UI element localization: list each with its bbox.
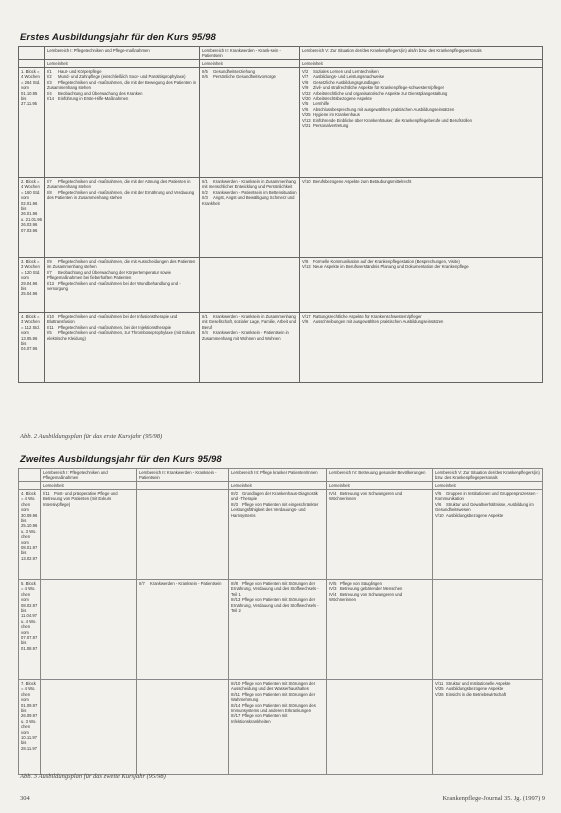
unit-text: Soziales Lernen und Lerntechniken xyxy=(313,69,379,74)
unit-text: Pflegetechniken und -maßnahmen, die mit Ausscheidungen des Patienten im Zusammenhang stehen xyxy=(47,259,196,270)
unit-text: Krankwerden - Kranksein - Patientsein in Zusammenhang mit Wohnen und Wohnen xyxy=(202,330,289,341)
unit-entry xyxy=(302,264,540,269)
figure-caption-3: Abb. 3 Ausbildungsplan für das zweite Kursjahr (95/98) xyxy=(20,773,166,780)
period-line: 26.09.97 xyxy=(21,713,38,719)
unit-text: Pflegetechniken und -maßnahmen bei der Infusionstherapie und Bluttransfusion xyxy=(47,314,178,325)
period-line: 3 Wochen xyxy=(21,264,40,270)
column-subheader: Lerneinheit xyxy=(327,482,433,490)
unit-text: Pflegetechniken und -maßnahmen bei der Wundbehandlung und -versorgung xyxy=(47,280,181,292)
period-line: 13.05.96 xyxy=(21,335,38,341)
period-line: bis xyxy=(21,341,27,347)
unit-code: I/11 xyxy=(47,324,54,330)
unit-entry xyxy=(231,681,324,692)
learning-units-cell xyxy=(45,178,200,258)
unit-entry xyxy=(435,513,540,518)
unit-code: I/1 xyxy=(47,69,52,74)
unit-code: I/5 xyxy=(47,330,52,336)
block-row xyxy=(19,313,543,383)
unit-text: Pflege von Säuglingen xyxy=(340,581,382,586)
period-line: = 160 Std. xyxy=(21,189,41,195)
unit-code: I/13 xyxy=(47,280,54,286)
period-line: 4 Wochen xyxy=(21,184,40,190)
period-line: vom xyxy=(21,507,29,513)
unit-text: Gruppen in Institutionen und Gruppenprozessen - Kommunikation xyxy=(435,491,538,502)
unit-code: I/10 xyxy=(47,314,54,319)
period-line: 07.03.96 xyxy=(21,227,38,233)
learning-units-cell xyxy=(41,580,137,680)
period-line: = 264 Std. xyxy=(21,79,41,85)
unit-text: Arbeitsrechtsbezogene Aspekte xyxy=(313,96,372,102)
period-line: 3 Wochen xyxy=(21,319,40,325)
block-period xyxy=(19,313,45,383)
unit-text: Pflege von Patienten mit Störungen der Ernährung, Verdauung und des Stoffwechsels - Teil 2 xyxy=(231,597,319,614)
unit-code: V/22 xyxy=(302,90,311,96)
unit-text: Personalvertretung xyxy=(313,123,349,129)
period-line: 26.03.96 xyxy=(21,222,38,228)
column-header: Lernbereich V: Zur Situation der/des Krankenpflegers(in) bzw. des Krankenpflegepersonals xyxy=(433,469,543,482)
learning-units-cell xyxy=(229,580,327,680)
block-period xyxy=(19,258,45,313)
column-header: Lernbereich II: Krankwerden - Kranksein - Patientsein xyxy=(137,469,229,482)
unit-text: Lernhilfe xyxy=(313,101,330,107)
period-line: 10.11.97 xyxy=(21,735,37,741)
unit-text: Pflege von Patienten mit Infektionskrankheiten xyxy=(231,713,288,724)
period-line: 02.01.96 xyxy=(21,200,38,206)
column-subheader: Lerneinheit xyxy=(200,60,300,68)
period-line: vom xyxy=(21,275,29,281)
unit-code: V/5 xyxy=(435,491,442,496)
unit-text: Pflegetechniken und -maßnahmen, die mit der Ernährung und Verdauung des Patienten in Zusammenhang stehen xyxy=(47,189,195,201)
unit-entry xyxy=(202,74,297,79)
column-header: Lernbereich I: Pflegetechniken und Pflegemaßnahmen xyxy=(41,469,137,482)
period-line: 5. Block xyxy=(21,581,36,586)
period-line: vom xyxy=(21,629,29,635)
period-line: bis xyxy=(21,608,27,614)
unit-code: II/1 xyxy=(202,179,208,184)
unit-entry xyxy=(231,581,324,597)
column-subheader: Lerneinheit xyxy=(433,482,543,490)
unit-code: III/17 xyxy=(231,713,241,719)
unit-entry xyxy=(202,330,297,341)
learning-units-cell xyxy=(327,580,433,680)
unit-code: III/14 xyxy=(231,702,241,708)
column-subheader: Lerneinheit xyxy=(41,482,137,490)
unit-entry xyxy=(43,491,134,507)
period-line: bis xyxy=(21,206,27,212)
unit-text: Krankwerden - Kranksein in Zusammenhang mit Gesellschaft, sozialer Lage, Familie, Arbeit und Beruf xyxy=(202,314,297,330)
unit-code: V/6 xyxy=(302,106,309,112)
unit-code: II/2 xyxy=(202,189,208,195)
learning-units-cell xyxy=(200,178,300,258)
learning-units-cell xyxy=(433,680,543,775)
period-line: bis xyxy=(21,286,27,292)
unit-text: Pflegetechniken und -maßnahmen, die mit der Bewegung des Patienten in Zusammenhang stehen xyxy=(47,79,197,91)
period-line: 29.04.96 xyxy=(21,280,38,286)
period-line: bis xyxy=(21,740,27,746)
block-row xyxy=(19,580,543,680)
block-row xyxy=(19,490,543,580)
period-line: chen xyxy=(21,501,31,507)
unit-code: IV/5 xyxy=(329,581,337,586)
unit-code: V/13 xyxy=(302,264,311,270)
period-line: 08.01.97 xyxy=(21,545,38,551)
unit-text: Krankwerden - Patientsein im Bettensituation xyxy=(213,189,297,195)
unit-text: Haut- und Körperpflege xyxy=(58,69,102,74)
period-line: 28.11.97 xyxy=(21,745,37,751)
period-line: 3. Block = xyxy=(21,259,40,264)
learning-units-cell xyxy=(137,580,229,680)
unit-entry xyxy=(47,270,197,281)
period-line: vom xyxy=(21,195,29,201)
training-plan-table-first-year xyxy=(18,46,543,383)
learning-units-cell xyxy=(300,68,543,178)
period-line: 7. Block xyxy=(21,681,36,686)
unit-code: III/2 xyxy=(231,491,238,496)
unit-code: I/7 xyxy=(47,269,52,275)
period-line: = 112 Std. xyxy=(21,324,40,330)
period-line: 01.10.95 xyxy=(21,90,38,96)
period-line: 08.02.97 xyxy=(21,602,38,608)
period-line: 26.01.96 xyxy=(21,211,38,217)
learning-units-cell xyxy=(45,68,200,178)
unit-entry xyxy=(231,692,324,703)
column-subheader: Lerneinheit xyxy=(229,482,327,490)
unit-code: V/5 xyxy=(302,101,309,107)
unit-code: V/25 xyxy=(302,112,311,118)
unit-entry xyxy=(329,592,430,603)
period-line: chen xyxy=(21,534,31,540)
period-line: bis xyxy=(21,640,27,646)
learning-units-cell xyxy=(327,680,433,775)
unit-text: Betreuung gebärender Menschen xyxy=(340,586,403,592)
unit-code: II/5 xyxy=(202,69,208,74)
block-row xyxy=(19,68,543,178)
unit-code: V/11 xyxy=(435,681,444,686)
period-line: 01.09.97 xyxy=(21,702,38,708)
period-line: vom xyxy=(21,330,29,336)
unit-code: V/21 xyxy=(302,123,311,129)
unit-code: IV/3 xyxy=(329,586,337,592)
period-line: = 4 Wo. xyxy=(21,686,36,692)
unit-code: II/3 xyxy=(202,195,208,201)
learning-units-cell xyxy=(229,680,327,775)
unit-entry xyxy=(139,581,226,586)
period-line: 4 Wochen xyxy=(21,74,40,80)
unit-text: Betreuung von Schwangeren und Wöchnerinnen xyxy=(329,491,403,502)
unit-entry xyxy=(202,179,297,190)
column-header xyxy=(19,47,45,60)
period-line: u. 4 Wo. xyxy=(21,618,37,624)
learning-units-cell xyxy=(300,313,543,383)
block-period xyxy=(19,680,41,775)
header-row xyxy=(19,469,543,482)
unit-entry xyxy=(47,314,197,325)
block-period xyxy=(19,68,45,178)
period-line: vom xyxy=(21,697,29,703)
unit-text: Einführende Einblicke über Krankenhäuser, die Krankenpflegeberufe und Berufsrollen xyxy=(313,117,472,123)
unit-entry xyxy=(435,491,540,502)
unit-text: Formelle Kommunikation auf der Krankenpflegestation (Besprechungen, Visite) xyxy=(313,259,460,264)
unit-code: IV/4 xyxy=(329,591,337,597)
period-line: 11.04.97 xyxy=(21,613,37,619)
period-line: vom xyxy=(21,597,29,603)
unit-text: Ausbildungsbezogene Aspekte xyxy=(446,512,504,518)
unit-code: V/10 xyxy=(302,179,311,184)
unit-entry xyxy=(435,502,540,513)
learning-units-cell xyxy=(327,490,433,580)
unit-text: Ausbildungs- und Leistungsnachweise xyxy=(313,74,385,80)
period-line: = 4 Wo. xyxy=(21,496,36,502)
unit-code: V/10 xyxy=(435,512,444,518)
unit-text: Hygiene im Krankenhaus xyxy=(313,112,360,118)
unit-code: II/1 xyxy=(202,314,208,319)
period-line: 4. Block xyxy=(21,491,36,496)
unit-entry xyxy=(47,281,197,292)
block-row xyxy=(19,258,543,313)
learning-units-cell xyxy=(229,490,327,580)
learning-units-cell xyxy=(41,490,137,580)
learning-units-cell xyxy=(137,680,229,775)
unit-entry xyxy=(202,195,297,206)
unit-entry xyxy=(47,190,197,201)
unit-entry xyxy=(47,330,197,341)
unit-text: Einsicht in die Betriebswirtschaft xyxy=(446,691,507,697)
unit-text: Neue Aspekte im Berufsverständnis Planung und Dokumentation der Krankenpflege xyxy=(313,264,469,270)
unit-text: Struktur und Institutionelle Aspekte xyxy=(446,681,511,686)
unit-entry xyxy=(329,491,430,502)
block-period xyxy=(19,580,41,680)
period-line: 13.02.97 xyxy=(21,555,38,561)
period-line: 30.09.96 xyxy=(21,512,38,518)
period-line: 4. Block = xyxy=(21,314,40,319)
unit-text: Gesetzliche Ausbildungsgrundlagen xyxy=(313,79,380,85)
training-plan-table-second-year xyxy=(18,468,543,775)
unit-code: I/8 xyxy=(47,189,52,195)
unit-text: Abschlussbesprechung mit ausgewählten praktischen Ausbildungseinsätzen xyxy=(313,106,455,112)
learning-units-cell xyxy=(200,313,300,383)
page-footer xyxy=(20,795,545,805)
unit-code: I/7 xyxy=(47,179,52,184)
block-period xyxy=(19,178,45,258)
unit-entry xyxy=(47,80,197,91)
unit-code: III/13 xyxy=(231,597,241,603)
period-line: = 120 Std. xyxy=(21,269,41,275)
unit-text: Angst, Angst und Bewältigung Schmerz und Krankheit xyxy=(202,195,295,206)
unit-code: III/8 xyxy=(231,581,238,586)
unit-code: IV/4 xyxy=(329,491,337,496)
unit-entry xyxy=(231,502,324,518)
unit-text: Pflegetechniken und -maßnahmen, die mit der Atmung des Patienten in Zusammenhang stehen xyxy=(47,179,191,190)
unit-code: I/9 xyxy=(47,259,52,264)
unit-text: Pflege von Patienten mit Störungen des Immunsystems und anderen Erkrankungen xyxy=(231,702,316,714)
block-row xyxy=(19,680,543,775)
period-line: 04.07.96 xyxy=(21,346,38,352)
unit-text: Rattungsrechtliche Aspekte für Krankenschwestern/pfleger xyxy=(313,314,422,319)
period-line: 25.04.96 xyxy=(21,291,38,297)
period-line: chen xyxy=(21,691,31,697)
unit-entry xyxy=(231,491,324,502)
unit-code: V/25 xyxy=(435,686,444,692)
unit-code: V/9 xyxy=(302,85,309,91)
period-line: chen xyxy=(21,724,31,730)
unit-entry xyxy=(47,179,197,190)
unit-text: Post- und präoperative Pflege und Betreuung von Patienten (mit Exkurs Intensivpflege) xyxy=(43,491,118,507)
journal-source: Krankenpflege-Journal 35. Jg. (1997) 9 xyxy=(442,795,545,802)
unit-code: I/11 xyxy=(43,491,50,496)
unit-code: V/20 xyxy=(302,96,311,102)
column-subheader xyxy=(19,60,45,68)
period-line: 01.08.97 xyxy=(21,645,38,651)
learning-units-cell xyxy=(137,490,229,580)
period-line: 07.07.97 xyxy=(21,635,38,641)
learning-units-cell xyxy=(45,313,200,383)
period-line: 1. Block = xyxy=(21,69,40,74)
block-row xyxy=(19,178,543,258)
unit-code: V/8 xyxy=(302,259,309,264)
unit-text: Ausbildungsbezogene Aspekte xyxy=(446,686,504,692)
unit-entry xyxy=(302,319,540,324)
unit-text: Krankwerden - Kranksein in Zusammenhang mit menschlicher Entwicklung und Persönlichkeit xyxy=(202,179,296,190)
learning-units-cell xyxy=(300,178,543,258)
column-header xyxy=(19,469,41,482)
column-subheader: Lerneinheit xyxy=(300,60,543,68)
page-number: 304 xyxy=(20,795,30,802)
heading-first-year: Erstes Ausbildungsjahr für den Kurs 95/98 xyxy=(20,32,216,43)
unit-code: I/14 xyxy=(47,96,54,102)
unit-code: V/26 xyxy=(435,691,444,697)
unit-entry xyxy=(231,597,324,613)
unit-text: Einführung in Erste-Hilfe-Maßnahmen xyxy=(58,96,129,102)
unit-text: Pflege von Patienten mit Störungen der Ausscheidung und des Wasserhaushaltes xyxy=(231,681,316,692)
block-period xyxy=(19,490,41,580)
unit-code: III/11 xyxy=(231,691,241,697)
subheader-row xyxy=(19,482,543,490)
period-line: vom xyxy=(21,85,29,91)
column-header: Lernbereich IV: Betreuung gesunder Bevölkerungen xyxy=(327,469,433,482)
unit-text: Mund- und Zahnpflege (einschließlich Soor- und Parotitisprophylaxe) xyxy=(58,74,186,80)
unit-entry xyxy=(202,314,297,330)
unit-code: III/3 xyxy=(231,501,238,507)
unit-code: V/8 xyxy=(302,79,309,85)
unit-code: II/7 xyxy=(139,581,145,586)
unit-text: Struktur und Gewaltverhältnisse, Ausbildung im Gesundheitswesen xyxy=(435,501,534,513)
unit-text: Pflege von Patienten mit Störungen der Ernährung, Verdauung und des Stoffwechsels - Teil 1 xyxy=(231,581,319,597)
unit-text: Grundlagen der Krankenhaus-Diagnostik und -Therapie xyxy=(231,491,318,502)
learning-units-cell xyxy=(41,680,137,775)
unit-code: V/6 xyxy=(435,501,442,507)
learning-units-cell xyxy=(200,68,300,178)
unit-entry xyxy=(231,703,324,714)
period-line: bis xyxy=(21,518,27,524)
unit-code: I/2 xyxy=(47,74,52,80)
unit-text: Persönliche Gesundheitsvorsorge xyxy=(213,74,276,80)
unit-text: Pflege von Patienten mit Störungen der Wahrnehmung xyxy=(231,691,316,703)
unit-text: Pflegetechniken und -maßnahmen, zur Thromboseprophylaxe (mit Exkurs elektrische Kleidung) xyxy=(47,330,196,341)
unit-code: V/2 xyxy=(302,69,309,74)
unit-code: I/4 xyxy=(47,90,52,96)
learning-units-cell xyxy=(433,580,543,680)
unit-code: V/6 xyxy=(302,319,309,325)
header-row xyxy=(19,47,543,60)
period-line: = 4 Wo. xyxy=(21,586,36,592)
unit-text: Zivil- und strafrechtliche Aspekte für Krankenpflege-schwestern/pfleger xyxy=(313,85,445,91)
learning-units-cell xyxy=(45,258,200,313)
column-header: Lernbereich III: Pflege kranker Patienten/Innen xyxy=(229,469,327,482)
unit-entry xyxy=(47,96,197,101)
unit-text: Gesundheitserziehung xyxy=(213,69,255,74)
unit-entry xyxy=(231,713,324,724)
unit-text: Pflegetechniken und -maßnahmen, bei der Injektionstherapie xyxy=(58,324,172,330)
column-header: Lernbereich II: Krankwerden - Krank-sein - Patientsein xyxy=(200,47,300,60)
unit-code: V/17 xyxy=(302,314,311,319)
period-line: u. 21.01.96 xyxy=(21,216,42,222)
column-subheader xyxy=(137,482,229,490)
figure-caption-2: Abb. 2 Ausbildungsplan für das erste Kursjahr (95/98) xyxy=(20,433,163,440)
learning-units-cell xyxy=(200,258,300,313)
period-line: vom xyxy=(21,729,29,735)
column-header: Lernbereich V: Zur Situation der/des Krankenpflegers(in) als/in bzw. des Krankenpflegepersonals xyxy=(300,47,543,60)
unit-code: III/10 xyxy=(231,681,241,686)
unit-code: I/3 xyxy=(47,79,52,85)
period-line: bis xyxy=(21,96,27,102)
column-header: Lernbereich I: Pflegetechniken und Pflege-maßnahmen xyxy=(45,47,200,60)
unit-text: Berufsbezogene Aspekte zum Betäubungsmittelrecht xyxy=(313,179,412,184)
unit-code: II/4 xyxy=(202,330,208,336)
column-subheader: Lerneinheit xyxy=(45,60,200,68)
unit-text: Betreuung von Schwangeren und Wöchnerinnen xyxy=(329,591,403,603)
unit-text: Beobachtung und Überwachung des Kranken xyxy=(58,90,143,96)
period-line: bis xyxy=(21,550,27,556)
column-subheader xyxy=(19,482,41,490)
subheader-row xyxy=(19,60,543,68)
unit-code: II/6 xyxy=(202,74,208,80)
period-line: vom xyxy=(21,539,29,545)
period-line: u. 3 Wo. xyxy=(21,718,37,724)
unit-entry xyxy=(47,259,197,270)
period-line: 2. Block = xyxy=(21,179,40,184)
unit-text: Krankwerden - Kranksein - Patientsein xyxy=(150,581,222,586)
period-line: bis xyxy=(21,708,27,714)
heading-second-year: Zweites Ausbildungsjahr für den Kurs 95/98 xyxy=(20,454,222,465)
learning-units-cell xyxy=(433,490,543,580)
unit-entry xyxy=(435,692,540,697)
period-line: 27.11.95 xyxy=(21,101,37,107)
unit-text: Ausschreibungen mit ausgewählten praktischen Ausbildungseinsätzen xyxy=(313,319,444,325)
period-line: 25.10.96 xyxy=(21,523,38,529)
period-line: chen xyxy=(21,624,31,630)
unit-text: Arbeitsrechtliche und organisatorische Aspekte zur Dienstplangestaltung xyxy=(313,90,448,96)
unit-entry xyxy=(302,123,540,128)
learning-units-cell xyxy=(300,258,543,313)
unit-code: V/7 xyxy=(302,74,309,80)
period-line: chen xyxy=(21,591,31,597)
unit-text: Pflege von Patienten mit eingeschränkter Leistungsfähigkeit des Verdauungs- und Harnsystems xyxy=(231,501,319,518)
unit-entry xyxy=(302,179,540,184)
unit-code: V/13 xyxy=(302,117,311,123)
period-line: u. 3 Wo. xyxy=(21,528,37,534)
unit-text: Beobachtung und Überwachung der Körpertemperatur sowie Pflegemaßnahmen bei fieberhaften Patienten xyxy=(47,269,171,281)
